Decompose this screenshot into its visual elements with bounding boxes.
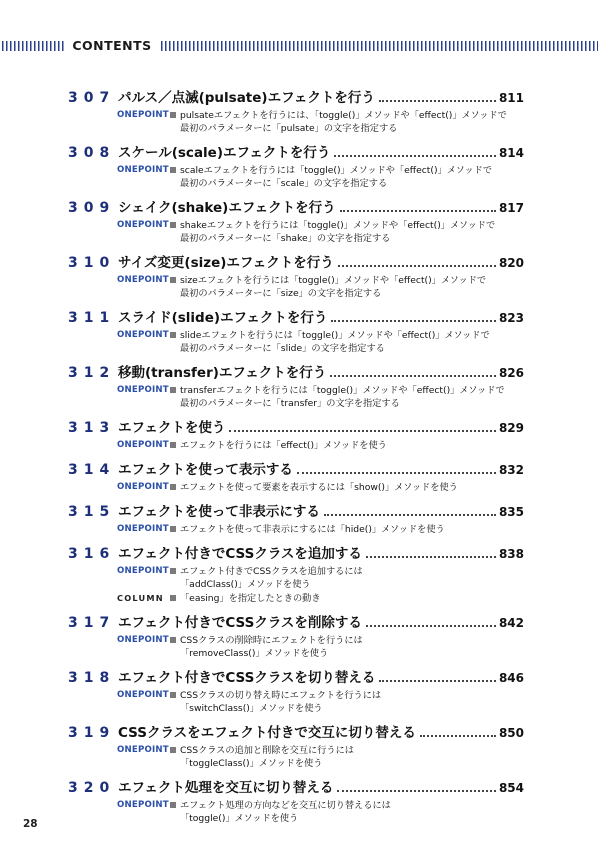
- note-text: [180, 799, 391, 825]
- dot-leader: [366, 625, 496, 627]
- note-line: 最初のパラメーターに「slide」の文字を指定する: [180, 343, 385, 354]
- onepoint-note: [117, 164, 524, 190]
- dot-leader: [229, 430, 496, 432]
- note-text: [180, 439, 387, 452]
- onepoint-note: [117, 799, 524, 825]
- toc-entry: [68, 460, 524, 494]
- note-text: [180, 481, 458, 494]
- section-title: スケール(scale)エフェクトを行う: [118, 145, 331, 161]
- section-page-number: 829: [498, 421, 524, 435]
- toc-title-row[interactable]: [68, 613, 524, 633]
- section-number: 307: [68, 90, 116, 106]
- section-title: エフェクトを使って非表示にする: [118, 504, 320, 520]
- section-number: 320: [68, 780, 116, 796]
- note-text: [180, 523, 445, 536]
- section-number: 310: [68, 255, 116, 271]
- section-number: 314: [68, 462, 116, 478]
- dot-leader: [334, 155, 496, 157]
- onepoint-note: [117, 481, 524, 494]
- dot-leader: [340, 210, 496, 212]
- toc-entry: [68, 502, 524, 536]
- section-page-number: 850: [498, 726, 524, 740]
- toc-title-row[interactable]: [68, 460, 524, 480]
- page-number: 28: [23, 818, 38, 830]
- onepoint-note: [117, 634, 524, 660]
- section-page-number: 823: [498, 311, 524, 325]
- dot-leader: [420, 735, 496, 737]
- square-bullet-icon: [170, 802, 176, 808]
- section-number: 317: [68, 615, 116, 631]
- dot-leader: [324, 514, 496, 516]
- section-title: エフェクトを使う: [118, 420, 226, 436]
- toc-title-row[interactable]: [68, 198, 524, 218]
- note-line: 「removeClass()」メソッドを使う: [180, 648, 329, 659]
- section-title: エフェクトを使って表示する: [118, 462, 293, 478]
- note-line: エフェクトを使って非表示にするには「hide()」メソッドを使う: [180, 524, 445, 535]
- note-line: 「toggleClass()」メソッドを使う: [180, 758, 323, 769]
- toc-entry: [68, 613, 524, 660]
- square-bullet-icon: [170, 595, 176, 601]
- toc-entry: [68, 88, 524, 135]
- section-number: 316: [68, 546, 116, 562]
- square-bullet-icon: [170, 387, 176, 393]
- note-line: 最初のパラメーターに「scale」の文字を指定する: [180, 178, 388, 189]
- note-line: 最初のパラメーターに「size」の文字を指定する: [180, 288, 382, 299]
- toc-entry: [68, 544, 524, 605]
- onepoint-note: [117, 523, 524, 536]
- section-title: エフェクト付きでCSSクラスを追加する: [118, 546, 362, 562]
- note-line: scaleエフェクトを行うには「toggle()」メソッドや「effect()」メソッドで: [180, 165, 492, 176]
- note-text: [180, 592, 321, 605]
- note-label: ONEPOINT: [117, 440, 169, 450]
- onepoint-note: [117, 384, 524, 410]
- dot-leader: [379, 100, 496, 102]
- section-number: 318: [68, 670, 116, 686]
- note-text: [180, 744, 354, 770]
- note-line: エフェクトを使って要素を表示するには「show()」メソッドを使う: [180, 482, 458, 493]
- section-page-number: 817: [498, 201, 524, 215]
- note-line: エフェクト処理の方向などを交互に切り替えるには: [180, 800, 391, 811]
- note-label: ONEPOINT: [117, 482, 169, 492]
- note-label: ONEPOINT: [117, 165, 169, 175]
- note-line: CSSクラスの削除時にエフェクトを行うには: [180, 635, 363, 646]
- column-note: [117, 592, 524, 605]
- note-line: 最初のパラメーターに「transfer」の文字を指定する: [180, 398, 400, 409]
- toc-entry: [68, 723, 524, 770]
- note-text: [180, 565, 363, 591]
- note-line: sizeエフェクトを行うには「toggle()」メソッドや「effect()」メソッドで: [180, 275, 487, 286]
- toc-title-row[interactable]: [68, 723, 524, 743]
- toc-title-row[interactable]: [68, 418, 524, 438]
- note-text: [180, 689, 381, 715]
- note-line: pulsateエフェクトを行うには、「toggle()」メソッドや「effect()」メソッドで: [180, 110, 507, 121]
- note-text: [180, 219, 495, 245]
- square-bullet-icon: [170, 526, 176, 532]
- square-bullet-icon: [170, 277, 176, 283]
- onepoint-note: [117, 109, 524, 135]
- section-title: サイズ変更(size)エフェクトを行う: [118, 255, 334, 271]
- toc-title-row[interactable]: [68, 502, 524, 522]
- toc-entry: [68, 778, 524, 825]
- section-number: 319: [68, 725, 116, 741]
- square-bullet-icon: [170, 332, 176, 338]
- section-page-number: 846: [498, 671, 524, 685]
- dot-leader: [330, 375, 496, 377]
- note-label: COLUMN: [117, 593, 164, 603]
- section-page-number: 838: [498, 547, 524, 561]
- toc-entry: [68, 308, 524, 355]
- toc-entry: [68, 198, 524, 245]
- section-title: エフェクト処理を交互に切り替える: [118, 780, 334, 796]
- section-page-number: 854: [498, 781, 524, 795]
- contents-header: [0, 38, 600, 54]
- note-label: ONEPOINT: [117, 385, 169, 395]
- square-bullet-icon: [170, 637, 176, 643]
- square-bullet-icon: [170, 484, 176, 490]
- note-text: [180, 329, 490, 355]
- dot-leader: [379, 680, 496, 682]
- section-title: スライド(slide)エフェクトを行う: [118, 310, 328, 326]
- onepoint-note: [117, 329, 524, 355]
- note-label: ONEPOINT: [117, 220, 169, 230]
- note-line: エフェクトを行うには「effect()」メソッドを使う: [180, 440, 387, 451]
- note-label: ONEPOINT: [117, 745, 169, 755]
- onepoint-note: [117, 744, 524, 770]
- note-label: ONEPOINT: [117, 566, 169, 576]
- section-title: エフェクト付きでCSSクラスを削除する: [118, 615, 362, 631]
- onepoint-note: [117, 439, 524, 452]
- note-text: [180, 634, 363, 660]
- section-title: パルス／点滅(pulsate)エフェクトを行う: [118, 90, 375, 106]
- toc-entry: [68, 418, 524, 452]
- square-bullet-icon: [170, 692, 176, 698]
- note-text: [180, 109, 507, 135]
- note-text: [180, 384, 505, 410]
- section-title: エフェクト付きでCSSクラスを切り替える: [118, 670, 376, 686]
- note-line: 最初のパラメーターに「pulsate」の文字を指定する: [180, 123, 398, 134]
- note-text: [180, 274, 486, 300]
- toc-entry: [68, 253, 524, 300]
- toc-title-row[interactable]: [68, 88, 524, 108]
- dot-leader: [331, 320, 496, 322]
- section-page-number: 811: [498, 91, 524, 105]
- section-number: 312: [68, 365, 116, 381]
- header-stripes-left: [2, 41, 64, 51]
- note-line: 「switchClass()」メソッドを使う: [180, 703, 323, 714]
- header-title: CONTENTS: [72, 38, 152, 53]
- toc-entry: [68, 363, 524, 410]
- note-line: 最初のパラメーターに「shake」の文字を指定する: [180, 233, 391, 244]
- section-page-number: 820: [498, 256, 524, 270]
- onepoint-note: [117, 274, 524, 300]
- header-stripes-right: [161, 41, 598, 51]
- toc-title-row[interactable]: [68, 143, 524, 163]
- toc-title-row[interactable]: [68, 778, 524, 798]
- square-bullet-icon: [170, 222, 176, 228]
- note-label: ONEPOINT: [117, 690, 169, 700]
- section-page-number: 842: [498, 616, 524, 630]
- toc-title-row[interactable]: [68, 363, 524, 383]
- section-title: 移動(transfer)エフェクトを行う: [118, 365, 327, 381]
- square-bullet-icon: [170, 747, 176, 753]
- note-text: [180, 164, 492, 190]
- section-title: シェイク(shake)エフェクトを行う: [118, 200, 336, 216]
- table-of-contents: [68, 88, 524, 833]
- note-label: ONEPOINT: [117, 635, 169, 645]
- note-label: ONEPOINT: [117, 330, 169, 340]
- section-page-number: 835: [498, 505, 524, 519]
- section-title: CSSクラスをエフェクト付きで交互に切り替える: [118, 725, 416, 741]
- dot-leader: [297, 472, 496, 474]
- note-line: エフェクト付きでCSSクラスを追加するには: [180, 566, 363, 577]
- section-page-number: 832: [498, 463, 524, 477]
- dot-leader: [366, 556, 496, 558]
- square-bullet-icon: [170, 442, 176, 448]
- note-line: shakeエフェクトを行うには「toggle()」メソッドや「effect()」メソッドで: [180, 220, 496, 231]
- toc-title-row[interactable]: [68, 253, 524, 273]
- onepoint-note: [117, 565, 524, 591]
- note-line: slideエフェクトを行うには「toggle()」メソッドや「effect()」メソッドで: [180, 330, 490, 341]
- section-number: 313: [68, 420, 116, 436]
- square-bullet-icon: [170, 167, 176, 173]
- square-bullet-icon: [170, 568, 176, 574]
- onepoint-note: [117, 689, 524, 715]
- section-number: 309: [68, 200, 116, 216]
- section-number: 311: [68, 310, 116, 326]
- section-page-number: 814: [498, 146, 524, 160]
- note-line: 「easing」を指定したときの動き: [180, 593, 321, 604]
- note-line: CSSクラスの追加と削除を交互に行うには: [180, 745, 354, 756]
- toc-title-row[interactable]: [68, 544, 524, 564]
- dot-leader: [337, 790, 496, 792]
- square-bullet-icon: [170, 112, 176, 118]
- section-number: 308: [68, 145, 116, 161]
- section-page-number: 826: [498, 366, 524, 380]
- note-line: CSSクラスの切り替え時にエフェクトを行うには: [180, 690, 382, 701]
- toc-entry: [68, 143, 524, 190]
- section-number: 315: [68, 504, 116, 520]
- toc-entry: [68, 668, 524, 715]
- toc-title-row[interactable]: [68, 308, 524, 328]
- note-label: ONEPOINT: [117, 110, 169, 120]
- note-label: ONEPOINT: [117, 800, 169, 810]
- onepoint-note: [117, 219, 524, 245]
- note-line: transferエフェクトを行うには「toggle()」メソッドや「effect()」メソッドで: [180, 385, 505, 396]
- note-line: 「toggle()」メソッドを使う: [180, 813, 299, 824]
- dot-leader: [338, 265, 496, 267]
- note-label: ONEPOINT: [117, 275, 169, 285]
- note-line: 「addClass()」メソッドを使う: [180, 579, 311, 590]
- toc-title-row[interactable]: [68, 668, 524, 688]
- note-label: ONEPOINT: [117, 524, 169, 534]
